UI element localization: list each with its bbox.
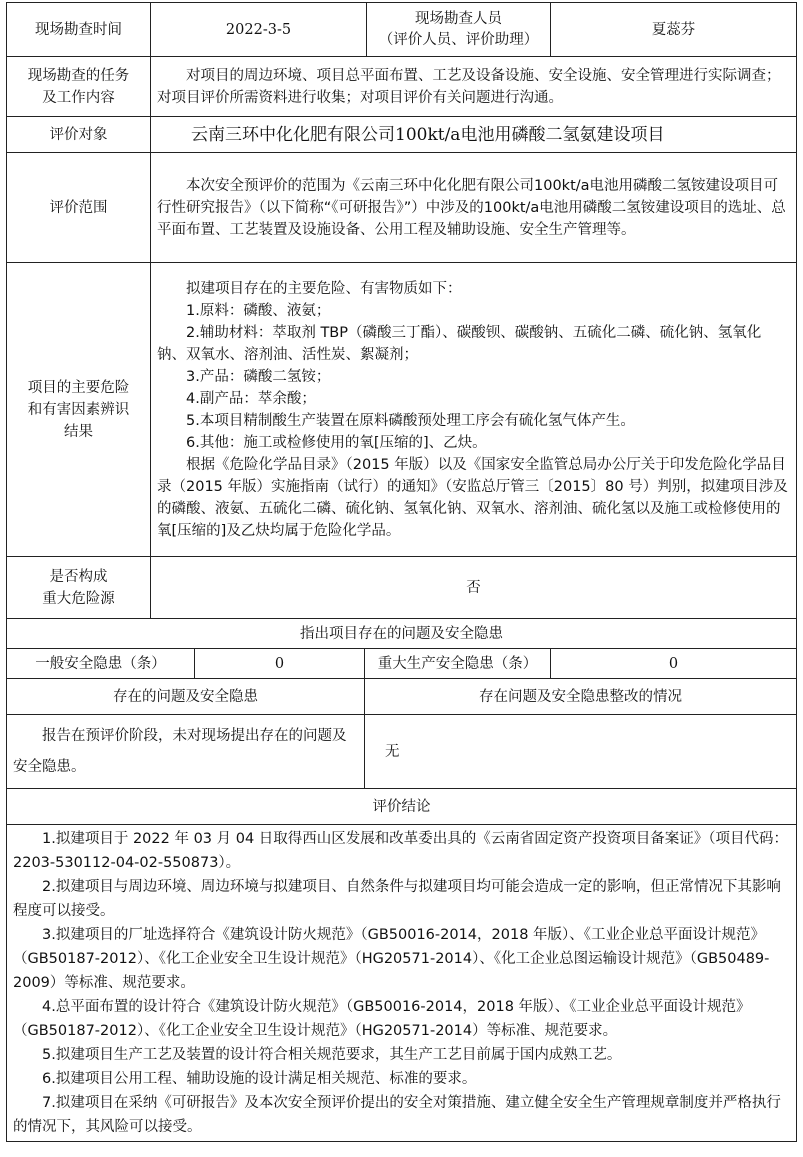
general-hazard-count: 0 [195, 649, 365, 679]
issues-problem-paragraph: 报告在预评价阶段，未对现场提出存在的问题及安全隐患。 [13, 727, 347, 775]
task-text [151, 57, 797, 117]
hazard-label-line2: 和有害因素辨识 [27, 401, 130, 418]
issues-header: 指出项目存在的问题及安全隐患 [7, 619, 797, 649]
survey-time-value: 2022-3-5 [151, 3, 367, 57]
issues-fix-text [365, 715, 797, 789]
major-hazard-value: 否 [151, 557, 797, 619]
hazard-item-6: 6.其他：施工或检修使用的氧[压缩的]、乙炔。 [186, 434, 487, 451]
row-survey-time [7, 3, 797, 57]
hazard-item-5: 5.本项目精制酸生产装置在原料磷酸预处理工序会有硫化氢气体产生。 [186, 412, 635, 429]
row-issue-details [7, 715, 797, 789]
hazard-label [7, 263, 151, 557]
task-paragraph: 对项目的周边环境、项目总平面布置、工艺及设备设施、安全设施、安全管理进行实际调查；对项目评价所需资料进行收集；对项目评价有关问题进行沟通。 [157, 67, 781, 106]
form-table [6, 2, 797, 1142]
conclusion-item-7: 7.拟建项目在采纳《可研报告》及本次安全预评价提出的安全对策措施、建立健全安全生产管理规章制度并严格执行的情况下，其风险可以接受。 [13, 1095, 781, 1135]
hazard-label-line3: 结果 [64, 423, 93, 440]
hazard-item-2: 2.辅助材料：萃取剂 TBP（磷酸三丁酯）、碳酸钡、碳酸钠、五硫化二磷、硫化钠、氢氧化钠、双氧水、溶剂油、活性炭、絮凝剂； [157, 324, 762, 363]
conclusion-item-3: 3.拟建项目的厂址选择符合《建筑设计防火规范》（GB50016-2014，2018 年版）、《工业企业总平面设计规范》（GB50187-2012）、《化工企业安全卫生设计规范》（HG20571-2014）、《化工企业总图运输设计规范》（GB50489-2009）等标准、规范要求。 [13, 927, 770, 991]
task-label [7, 57, 151, 117]
row-issue-columns [7, 679, 797, 715]
task-label-line2: 及工作内容 [42, 89, 115, 106]
major-production-hazard-label: 重大生产安全隐患（条） [365, 649, 551, 679]
assessment-form [6, 2, 796, 1142]
conclusion-header: 评价结论 [7, 789, 797, 825]
conclusion-item-4: 4.总平面布置的设计符合《建筑设计防火规范》（GB50016-2014，2018 年版）、《工业企业总平面设计规范》（GB50187-2012）、《化工企业安全卫生设计规范》（HG20571-2014）等标准、规范要求。 [13, 999, 751, 1039]
row-issues-header [7, 619, 797, 649]
survey-time-label: 现场勘查时间 [7, 3, 151, 57]
hazard-item-3: 3.产品：磷酸二氢铵； [186, 368, 331, 385]
issues-column-rectification: 存在问题及安全隐患整改的情况 [365, 679, 797, 715]
hazard-item-4: 4.副产品：萃余酸； [186, 390, 316, 407]
scope-label: 评价范围 [7, 153, 151, 263]
survey-people-value: 夏蕊芬 [551, 3, 797, 57]
issues-column-problems: 存在的问题及安全隐患 [7, 679, 365, 715]
general-hazard-label: 一般安全隐患（条） [7, 649, 195, 679]
row-object [7, 117, 797, 153]
object-value: 云南三环中化化肥有限公司100kt/a电池用磷酸二氢氨建设项目 [151, 117, 797, 153]
major-hazard-label-line2: 重大危险源 [42, 590, 115, 607]
survey-people-label-line1: 现场勘查人员 [415, 10, 503, 27]
row-scope [7, 153, 797, 263]
row-issue-counts [7, 649, 797, 679]
row-conclusion-body [7, 825, 797, 1142]
task-label-line1: 现场勘查的任务 [27, 67, 130, 84]
major-hazard-label [7, 557, 151, 619]
conclusion-text [7, 825, 797, 1142]
survey-people-label [367, 3, 551, 57]
row-conclusion-header [7, 789, 797, 825]
major-hazard-label-line1: 是否构成 [49, 568, 108, 585]
hazard-conclusion: 根据《危险化学品目录》（2015 年版）以及《国家安全监管总局办公厅关于印发危险化学品目录（2015 年版）实施指南（试行）的通知》（安监总厅管三〔2015〕80 号）判别，拟建项目涉及的磷酸、液氨、五硫化二磷、硫化钠、氢氧化钠、双氧水、溶剂油、硫化氢以及施工或检修使用的氧[压缩的]及乙炔均属于危险化学品。 [157, 456, 788, 539]
conclusion-item-1: 1.拟建项目于 2022 年 03 月 04 日取得西山区发展和改革委出具的《云南省固定资产投资项目备案证》（项目代码：2203-530112-04-02-550873）。 [13, 831, 789, 871]
conclusion-item-6: 6.拟建项目公用工程、辅助设施的设计满足相关规范、标准的要求。 [42, 1071, 477, 1087]
object-label: 评价对象 [7, 117, 151, 153]
major-production-hazard-count: 0 [551, 649, 797, 679]
hazard-label-line1: 项目的主要危险 [27, 379, 130, 396]
scope-paragraph: 本次安全预评价的范围为《云南三环中化化肥有限公司100kt/a电池用磷酸二氢铵建设项目可行性研究报告》（以下简称“《可研报告》”）中涉及的100kt/a电池用磷酸二氢铵建设项目的选址、总平面布置、工艺装置及设施设备、公用工程及辅助设施、安全生产管理等。 [157, 177, 786, 238]
row-major-hazard [7, 557, 797, 619]
survey-people-label-line2: （评价人员、评价助理） [378, 31, 539, 48]
scope-text [151, 153, 797, 263]
hazard-item-1: 1.原料：磷酸、液氨； [186, 302, 331, 319]
hazard-text [151, 263, 797, 557]
row-task [7, 57, 797, 117]
conclusion-item-5: 5.拟建项目生产工艺及装置的设计符合相关规范要求，其生产工艺目前属于国内成熟工艺。 [42, 1047, 622, 1063]
issues-problem-text [7, 715, 365, 789]
row-hazard [7, 263, 797, 557]
issues-fix-value: 无 [385, 743, 400, 760]
hazard-intro: 拟建项目存在的主要危险、有害物质如下： [186, 280, 462, 297]
conclusion-item-2: 2.拟建项目与周边环境、周边环境与拟建项目、自然条件与拟建项目均可能会造成一定的影响，但正常情况下其影响程度可以接受。 [13, 879, 781, 919]
